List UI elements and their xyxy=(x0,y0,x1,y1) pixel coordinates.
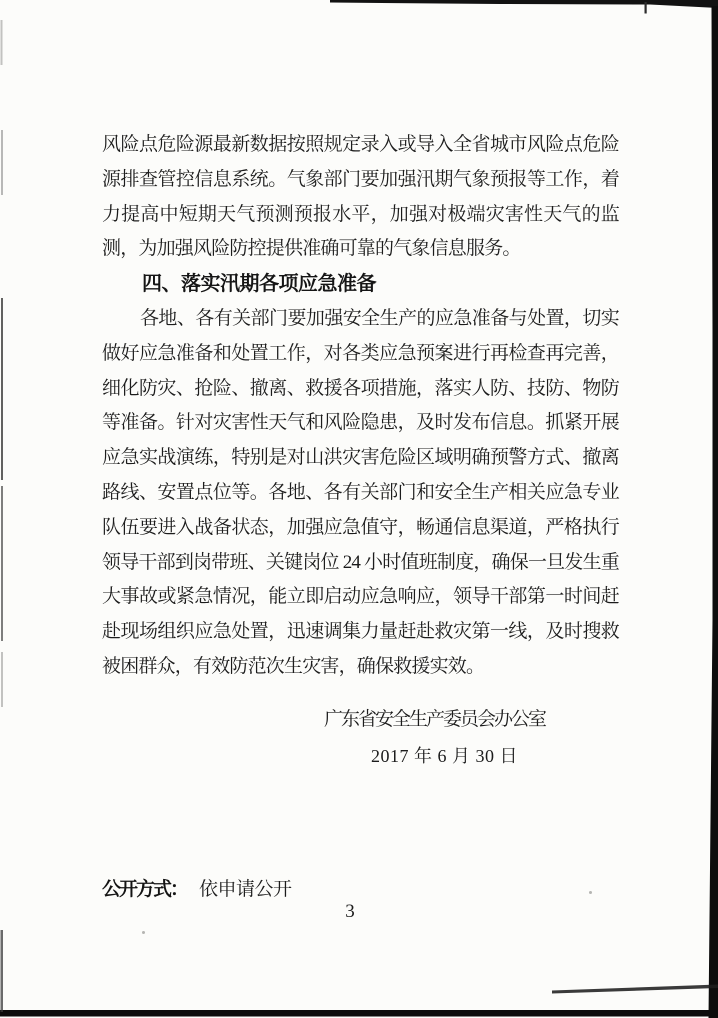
page-number: 3 xyxy=(345,901,355,922)
scan-stray-line xyxy=(552,985,718,994)
section-paragraph: 各地、各有关部门要加强安全生产的应急准备与处置，切实做好应急准备和处置工作，对各类应急预案进行再检查再完善，细化防灾、抢险、撤离、救援各项措施，落实人防、技防、物防等准备。针对灾害性天气和风险隐患，及时发布信息。抓紧开展应急实战演练，特别是对山洪灾害危险区域明确预警方式、撤离路线、安置点位等。各地、各有关部门和安全生产相关应急专业队伍要进入战备状态，加强应急值守，畅通信息渠道，严格执行领导干部到岗带班、关键岗位 24 小时值班制度，确保一旦发生重大事故或紧急情况，能立即启动应急响应，领导干部第一时间赶赴现场组织应急处置，迅速调集力量赶赴救灾第一线，及时搜救被困群众，有效防范次生灾害，确保救援实效。 xyxy=(102,307,619,677)
section-heading: 四、落实汛期各项应急准备 xyxy=(142,273,376,296)
signature-date: 2017 年 6 月 30 日 xyxy=(371,746,518,766)
scan-bottom-edge xyxy=(0,1010,718,1017)
signature-issuer: 广东省安全生产委员会办公室 xyxy=(324,709,546,730)
disclosure-value: 依申请公开 xyxy=(199,879,292,900)
scan-tick-mark xyxy=(645,2,647,14)
body-text xyxy=(102,128,619,685)
disclosure-label: 公开方式： xyxy=(102,879,188,900)
scan-left-edge xyxy=(1,20,4,1012)
scan-right-edge xyxy=(709,6,718,1018)
scan-speck xyxy=(142,931,145,934)
paragraph-continuation: 风险点危险源最新数据按照规定录入或导入全省城市风险点危险源排查管控信息系统。气象部门要加强汛期气象预报等工作，着力提高中短期天气预测预报水平，加强对极端灾害性天气的监测，为加强风险防控提供准确可靠的气象信息服务。 xyxy=(102,134,619,260)
scan-speck xyxy=(589,891,592,894)
disclosure-line xyxy=(102,874,292,901)
scan-top-edge xyxy=(330,0,718,8)
